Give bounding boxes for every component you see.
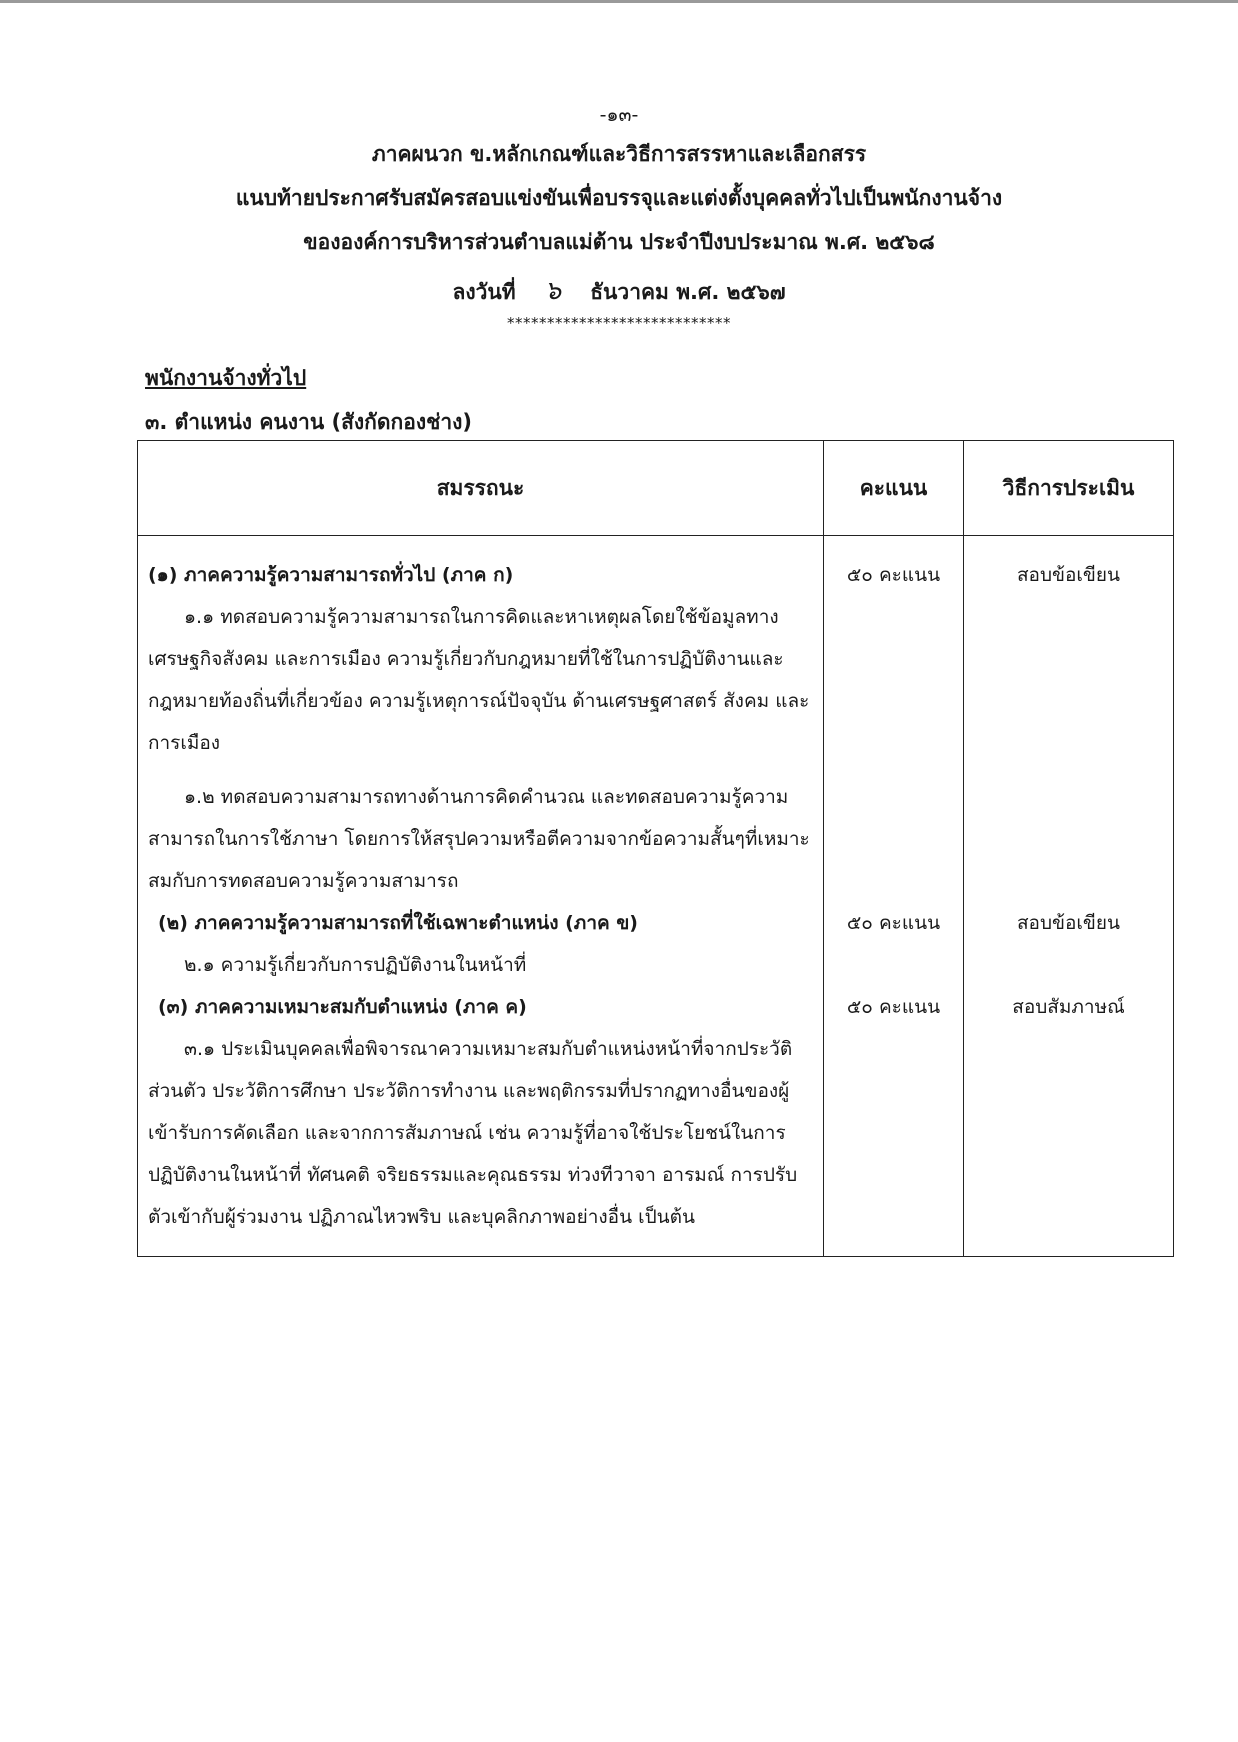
table-row — [138, 536, 1174, 1257]
section-2-title: (๒) ภาคความรู้ความสามารถที่ใช้เฉพาะตำแหน่ง (ภาค ข) — [158, 912, 638, 934]
handwritten-day: ๖ — [544, 276, 562, 306]
header-score: คะแนน — [824, 441, 964, 536]
header-line-3: ขององค์การบริหารส่วนตำบลแม่ต้าน ประจำปีงบประมาณ พ.ศ. ๒๕๖๘ — [303, 230, 935, 254]
date-suffix: ธันวาคม พ.ศ. ๒๕๖๗ — [590, 280, 786, 304]
section-2-item-1: ๒.๑ ความรู้เกี่ยวกับการปฏิบัติงานในหน้าที่ — [184, 954, 527, 976]
section-3-method: สอบสัมภาษณ์ — [1012, 996, 1125, 1018]
section-2-method: สอบข้อเขียน — [1016, 912, 1121, 934]
stars-divider: **************************** — [507, 314, 731, 332]
scan-top-edge — [0, 0, 1238, 3]
table-header-row — [138, 441, 1174, 536]
date-prefix: ลงวันที่ — [452, 280, 516, 304]
section-3-score: ๕๐ คะแนน — [846, 996, 941, 1018]
section-1-title: (๑) ภาคความรู้ความสามารถทั่วไป (ภาค ก) — [148, 564, 514, 586]
category-heading: พนักงานจ้างทั่วไป — [145, 366, 307, 390]
competency-cell — [138, 536, 824, 1257]
section-1-item-2: ๑.๒ ทดสอบความสามารถทางด้านการคิดคำนวณ และทดสอบความรู้ความสามารถในการใช้ภาษา โดยการให้สรุปความหรือตีความจากข้อความสั้นๆที่เหมาะสมกับการทดสอบความรู้ความสามารถ — [148, 786, 810, 892]
section-1-method: สอบข้อเขียน — [1016, 564, 1121, 586]
section-3-item-1: ๓.๑ ประเมินบุคคลเพื่อพิจารณาความเหมาะสมกับตำแหน่งหน้าที่จากประวัติส่วนตัว ประวัติการศึกษา ประวัติการทำงาน และพฤติกรรมที่ปรากฏทางอื่นของผู้เข้ารับการคัดเลือก และจากการสัมภาษณ์ เช่น ความรู้ที่อาจใช้ประโยชน์ในการปฏิบัติงานในหน้าที่ ทัศนคติ จริยธรรมและคุณธรรม ท่วงทีวาจา อารมณ์ การปรับตัวเข้ากับผู้ร่วมงาน ปฏิภาณไหวพริบ และบุคลิกภาพอย่างอื่น เป็นต้น — [148, 1038, 798, 1228]
header-line-2: แนบท้ายประกาศรับสมัครสอบแข่งขันเพื่อบรรจุและแต่งตั้งบุคคลทั่วไปเป็นพนักงานจ้าง — [235, 186, 1003, 210]
header-competency: สมรรถนะ — [138, 441, 824, 536]
page-number: -๑๓- — [599, 104, 639, 126]
position-heading: ๓. ตำแหน่ง คนงาน (สังกัดกองช่าง) — [145, 410, 472, 434]
score-cell — [824, 536, 964, 1257]
header-line-1: ภาคผนวก ข.หลักเกณฑ์และวิธีการสรรหาและเลือกสรร — [371, 142, 867, 166]
header-date — [0, 270, 1238, 311]
section-2-score: ๕๐ คะแนน — [846, 912, 941, 934]
section-1-score: ๕๐ คะแนน — [846, 564, 941, 586]
method-cell — [964, 536, 1174, 1257]
section-3-title: (๓) ภาคความเหมาะสมกับตำแหน่ง (ภาค ค) — [158, 996, 527, 1018]
competency-table — [137, 440, 1174, 1257]
section-1-item-1: ๑.๑ ทดสอบความรู้ความสามารถในการคิดและหาเหตุผลโดยใช้ข้อมูลทางเศรษฐกิจสังคม และการเมือง ความรู้เกี่ยวกับกฎหมายที่ใช้ในการปฏิบัติงานและกฎหมายท้องถิ่นที่เกี่ยวข้อง ความรู้เหตุการณ์ปัจจุบัน ด้านเศรษฐศาสตร์ สังคม และการเมือง — [148, 606, 810, 754]
header-method: วิธีการประเมิน — [964, 441, 1174, 536]
